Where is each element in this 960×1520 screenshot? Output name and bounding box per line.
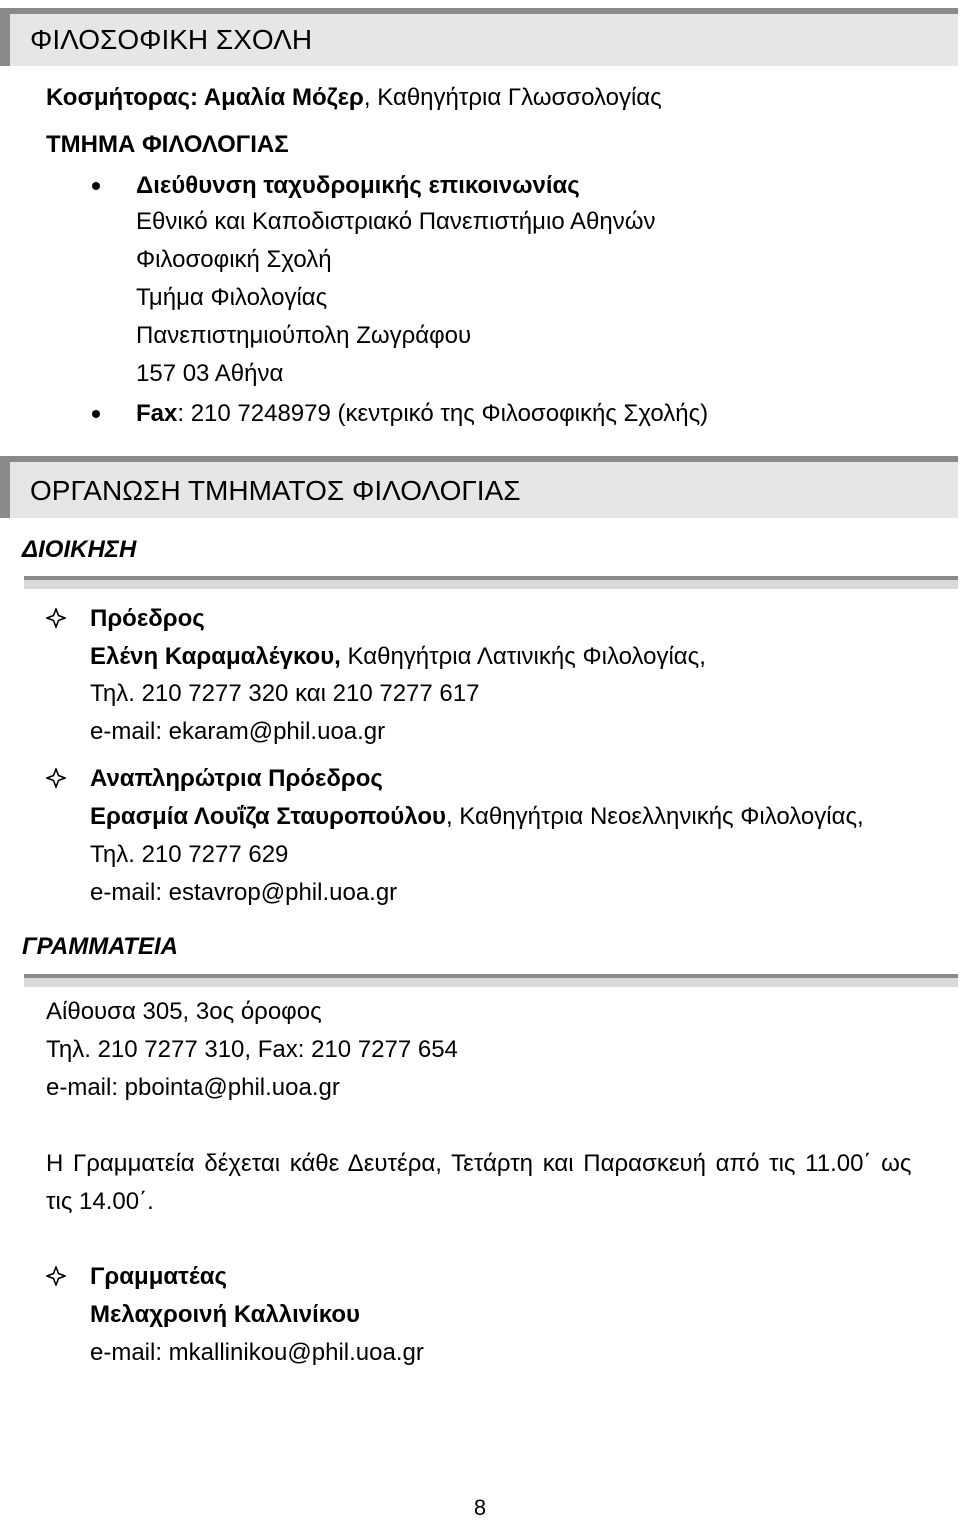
- secretariat-email: e-mail: pbointa@phil.uoa.gr: [46, 1074, 340, 1101]
- address-heading: Διεύθυνση ταχυδρομικής επικοινωνίας: [136, 172, 580, 199]
- address-line: Πανεπιστημιούπολη Ζωγράφου: [136, 322, 472, 349]
- vice-president-name: Ερασμία Λουΐζα Σταυροπούλου: [90, 803, 446, 830]
- vice-president-email: e-mail: estavrop@phil.uoa.gr: [90, 879, 398, 906]
- address-line: Εθνικό και Καποδιστριακό Πανεπιστήμιο Αθηνών: [136, 208, 656, 235]
- band-top-rule: [10, 456, 958, 462]
- section-divider: [24, 576, 958, 589]
- address-line: 157 03 Αθήνα: [136, 360, 284, 387]
- dean-label: Κοσμήτορας: Αμαλία Μόζερ: [46, 84, 364, 111]
- organization-title-band: [0, 456, 958, 518]
- organization-title: ΟΡΓΑΝΩΣΗ ΤΜΗΜΑΤΟΣ ΦΙΛΟΛΟΓΙΑΣ: [30, 475, 521, 506]
- president-phone: Τηλ. 210 7277 320 και 210 7277 617: [90, 680, 480, 707]
- president-email: e-mail: ekaram@phil.uoa.gr: [90, 718, 386, 745]
- fax-line: [136, 400, 708, 428]
- secretariat-hours-line2: τις 14.00΄.: [46, 1188, 154, 1215]
- fax-text: : 210 7248979 (κεντρικό της Φιλοσοφικής Σχολής): [177, 400, 709, 427]
- vice-president-name-line: [90, 803, 864, 831]
- bullet-dot-icon: [92, 410, 100, 418]
- secretariat-room: Αίθουσα 305, 3ος όροφος: [46, 998, 322, 1025]
- address-line: Τμήμα Φιλολογίας: [136, 284, 328, 311]
- president-role: Πρόεδρος: [90, 605, 205, 632]
- faculty-title-band: [0, 8, 958, 66]
- department-heading: ΤΜΗΜΑ ΦΙΛΟΛΟΓΙΑΣ: [46, 131, 289, 158]
- dean-line: [46, 84, 662, 112]
- address-line: Φιλοσοφική Σχολή: [136, 246, 332, 273]
- president-title: Καθηγήτρια Λατινικής Φιλολογίας,: [340, 643, 706, 670]
- secretary-email: e-mail: mkallinikou@phil.uoa.gr: [90, 1339, 424, 1366]
- band-top-rule: [10, 8, 958, 14]
- secretary-name: Μελαχροινή Καλλινίκου: [90, 1301, 360, 1328]
- section-divider: [24, 974, 958, 987]
- fax-label: Fax: [136, 400, 178, 427]
- secretariat-phone: Τηλ. 210 7277 310, Fax: 210 7277 654: [46, 1036, 458, 1063]
- vice-president-title: , Καθηγήτρια Νεοελληνικής Φιλολογίας,: [445, 803, 864, 830]
- president-name: Ελένη Καραμαλέγκου,: [90, 643, 341, 670]
- diamond-bullet-icon: [46, 608, 66, 628]
- diamond-bullet-icon: [46, 1266, 66, 1286]
- president-name-line: [90, 643, 706, 671]
- secretariat-heading: ΓΡΑΜΜΑΤΕΙΑ: [22, 933, 178, 960]
- secretary-role: Γραμματέας: [90, 1263, 227, 1290]
- faculty-title: ΦΙΛΟΣΟΦΙΚΗ ΣΧΟΛΗ: [30, 24, 313, 55]
- vice-president-phone: Τηλ. 210 7277 629: [90, 841, 289, 868]
- administration-heading: ΔΙΟΙΚΗΣΗ: [22, 536, 137, 563]
- vice-president-role: Αναπληρώτρια Πρόεδρος: [90, 765, 383, 792]
- bullet-dot-icon: [92, 182, 100, 190]
- dean-role: , Καθηγήτρια Γλωσσολογίας: [363, 84, 662, 111]
- diamond-bullet-icon: [46, 768, 66, 788]
- page-number: 8: [473, 1495, 487, 1520]
- secretariat-hours-line1: Η Γραμματεία δέχεται κάθε Δευτέρα, Τετάρτη και Παρασκευή από τις 11.00΄ ως: [46, 1150, 912, 1177]
